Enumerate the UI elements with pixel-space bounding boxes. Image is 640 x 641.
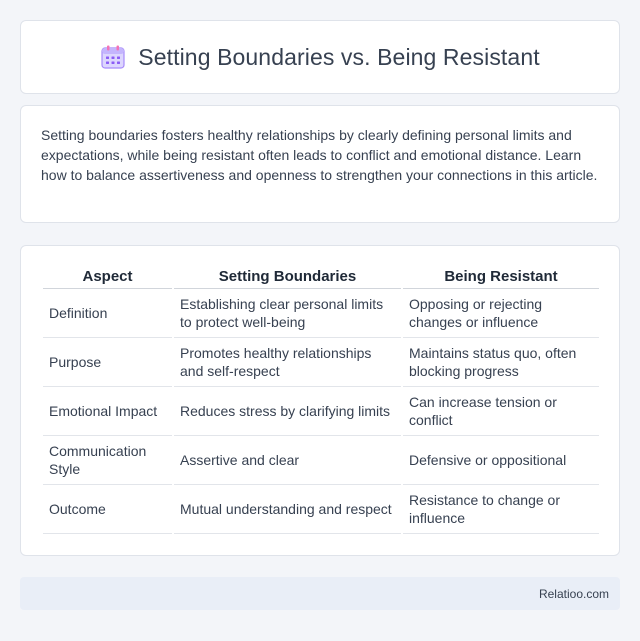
resistant-cell: Defensive or oppositional [403, 436, 599, 485]
boundaries-cell: Mutual understanding and respect [174, 485, 401, 534]
intro-card [20, 105, 620, 223]
resistant-cell: Can increase tension or conflict [403, 387, 599, 436]
table-row [43, 387, 599, 436]
boundaries-cell: Promotes healthy relationships and self-respect [174, 338, 401, 387]
boundaries-cell: Assertive and clear [174, 436, 401, 485]
table-header-row [43, 263, 599, 289]
boundaries-cell: Establishing clear personal limits to protect well-being [174, 289, 401, 338]
table-row [43, 338, 599, 387]
table-row [43, 436, 599, 485]
header-aspect: Aspect [43, 263, 172, 289]
intro-text: Setting boundaries fosters healthy relationships by clearly defining personal limits and expectations, while being resistant often leads to conflict and emotional distance. Learn how to balance assertiveness and openness to strengthen your connections in this article. [41, 127, 598, 183]
header-setting-boundaries: Setting Boundaries [174, 263, 401, 289]
page-title: Setting Boundaries vs. Being Resistant [138, 43, 540, 70]
aspect-cell: Communication Style [43, 436, 172, 485]
comparison-table [41, 263, 601, 534]
aspect-cell: Purpose [43, 338, 172, 387]
aspect-cell: Outcome [43, 485, 172, 534]
calendar-icon [100, 44, 126, 70]
title-wrap [100, 44, 539, 71]
table-row [43, 289, 599, 338]
resistant-cell: Maintains status quo, often blocking progress [403, 338, 599, 387]
title-card [20, 20, 620, 94]
aspect-cell: Definition [43, 289, 172, 338]
table-card [20, 245, 620, 556]
table-row [43, 485, 599, 534]
resistant-cell: Opposing or rejecting changes or influence [403, 289, 599, 338]
header-being-resistant: Being Resistant [403, 263, 599, 289]
resistant-cell: Resistance to change or influence [403, 485, 599, 534]
footer [20, 577, 620, 610]
aspect-cell: Emotional Impact [43, 387, 172, 436]
footer-site-link[interactable]: Relatioo.com [538, 586, 609, 601]
boundaries-cell: Reduces stress by clarifying limits [174, 387, 401, 436]
